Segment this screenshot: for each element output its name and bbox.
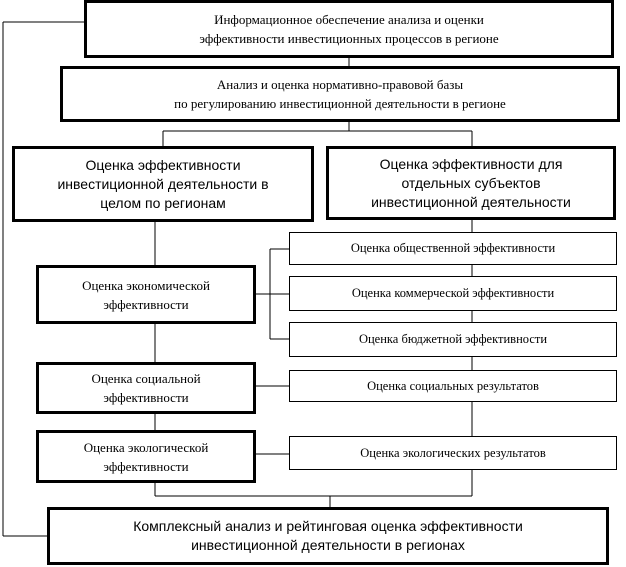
commercial-efficiency-box: Оценка коммерческой эффективности <box>289 276 617 311</box>
regions-efficiency-box: Оценка эффективности инвестиционной деятельности в целом по регионам <box>12 146 314 222</box>
complex-analysis-box: Комплексный анализ и рейтинговая оценка эффективности инвестиционной деятельности в регионах <box>47 507 609 565</box>
legal-framework-box: Анализ и оценка нормативно-правовой базы по регулированию инвестиционной деятельности в регионе <box>60 66 620 122</box>
economic-efficiency-box: Оценка экономической эффективности <box>36 265 256 324</box>
social-results-box: Оценка социальных результатов <box>289 370 617 402</box>
ecological-efficiency-box: Оценка экологической эффективности <box>36 430 256 483</box>
budget-efficiency-box: Оценка бюджетной эффективности <box>289 322 617 357</box>
ecological-results-box: Оценка экологических результатов <box>289 436 617 470</box>
public-efficiency-box: Оценка общественной эффективности <box>289 232 617 265</box>
social-efficiency-box: Оценка социальной эффективности <box>36 362 256 414</box>
info-support-box: Информационное обеспечение анализа и оценки эффективности инвестиционных процессов в регионе <box>84 0 614 58</box>
subjects-efficiency-box: Оценка эффективности для отдельных субъектов инвестиционной деятельности <box>326 146 616 220</box>
